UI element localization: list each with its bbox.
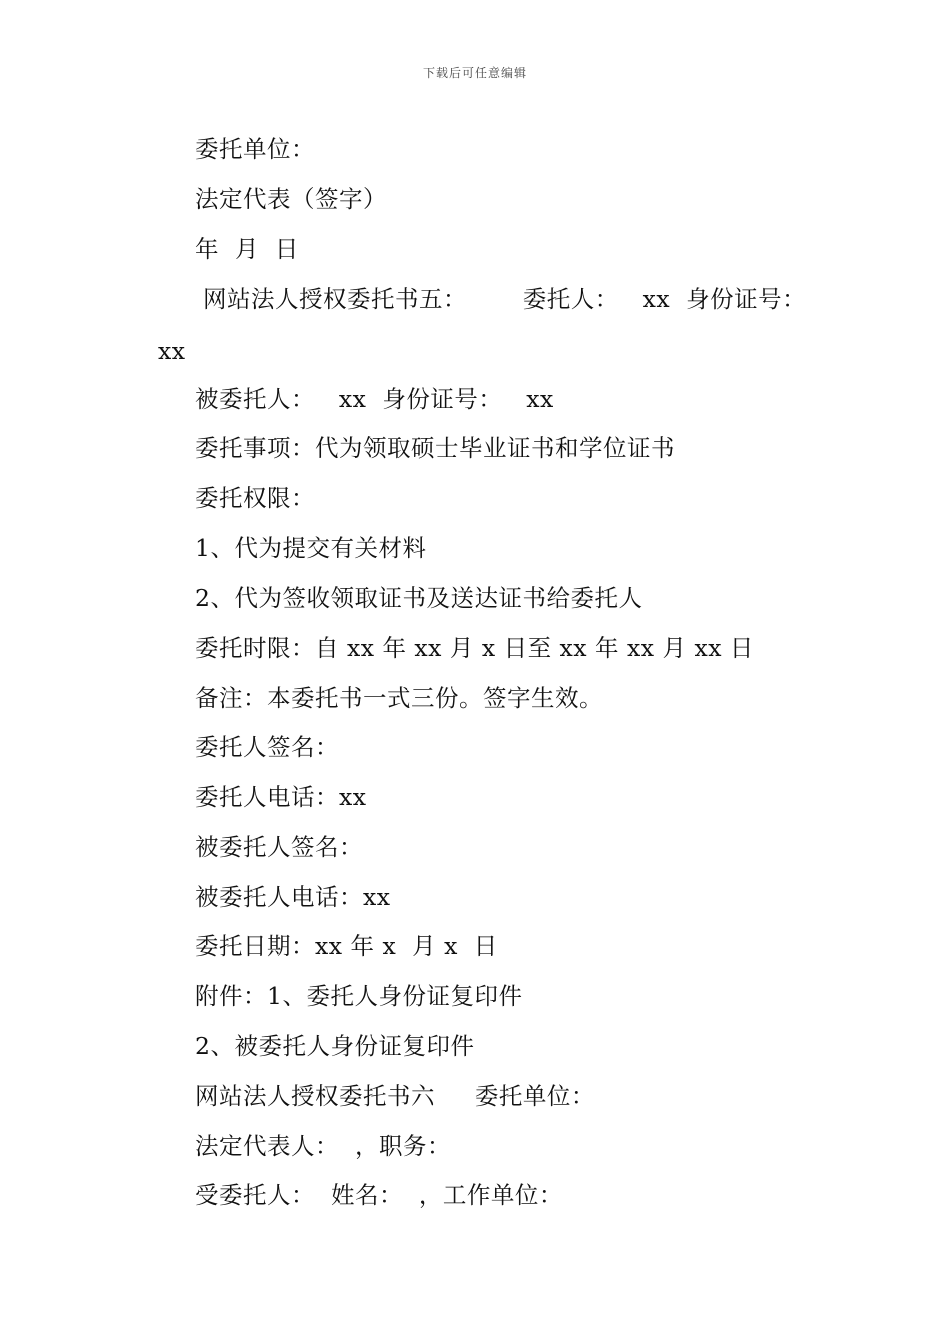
entrusting-unit-line: 委托单位：: [195, 135, 315, 163]
principal-signature-line: 委托人签名：: [195, 733, 339, 761]
page-header: 下载后可任意编辑: [422, 66, 527, 80]
entrust-date-line: 委托日期：xx 年 x 月 x 日: [195, 932, 498, 960]
remarks-line: 备注：本委托书一式三份。签字生效。: [195, 684, 603, 712]
attachment-line-2: 2、被委托人身份证复印件: [195, 1032, 475, 1060]
legal-rep-position-line: 法定代表人： ，职务：: [195, 1132, 451, 1160]
authority-item-1: 1、代为提交有关材料: [195, 534, 427, 562]
entrusted-matter-line: 委托事项：代为领取硕士毕业证书和学位证书: [195, 434, 675, 462]
trustee-line: 被委托人： xx 身份证号： xx: [195, 385, 554, 413]
date-line: 年 月 日: [195, 235, 299, 263]
trustee-signature-line: 被委托人签名：: [195, 833, 363, 861]
principal-phone-line: 委托人电话：xx: [195, 783, 367, 811]
trustee-phone-line: 被委托人电话：xx: [195, 883, 391, 911]
authority-heading-line: 委托权限：: [195, 484, 315, 512]
id-number-continuation-line: xx: [158, 337, 186, 365]
section-six-title-line: 网站法人授权委托书六 委托单位：: [195, 1082, 595, 1110]
authority-item-2: 2、代为签收领取证书及送达证书给委托人: [195, 584, 643, 612]
trustee-name-workunit-line: 受委托人： 姓名： ，工作单位：: [195, 1181, 563, 1209]
time-limit-line: 委托时限：自 xx 年 xx 月 x 日至 xx 年 xx 月 xx 日: [195, 634, 754, 662]
legal-representative-signature-line: 法定代表（签字）: [195, 185, 387, 213]
attachment-line-1: 附件：1、委托人身份证复印件: [195, 982, 523, 1010]
section-five-title-line: 网站法人授权委托书五： 委托人： xx 身份证号：: [195, 285, 807, 313]
